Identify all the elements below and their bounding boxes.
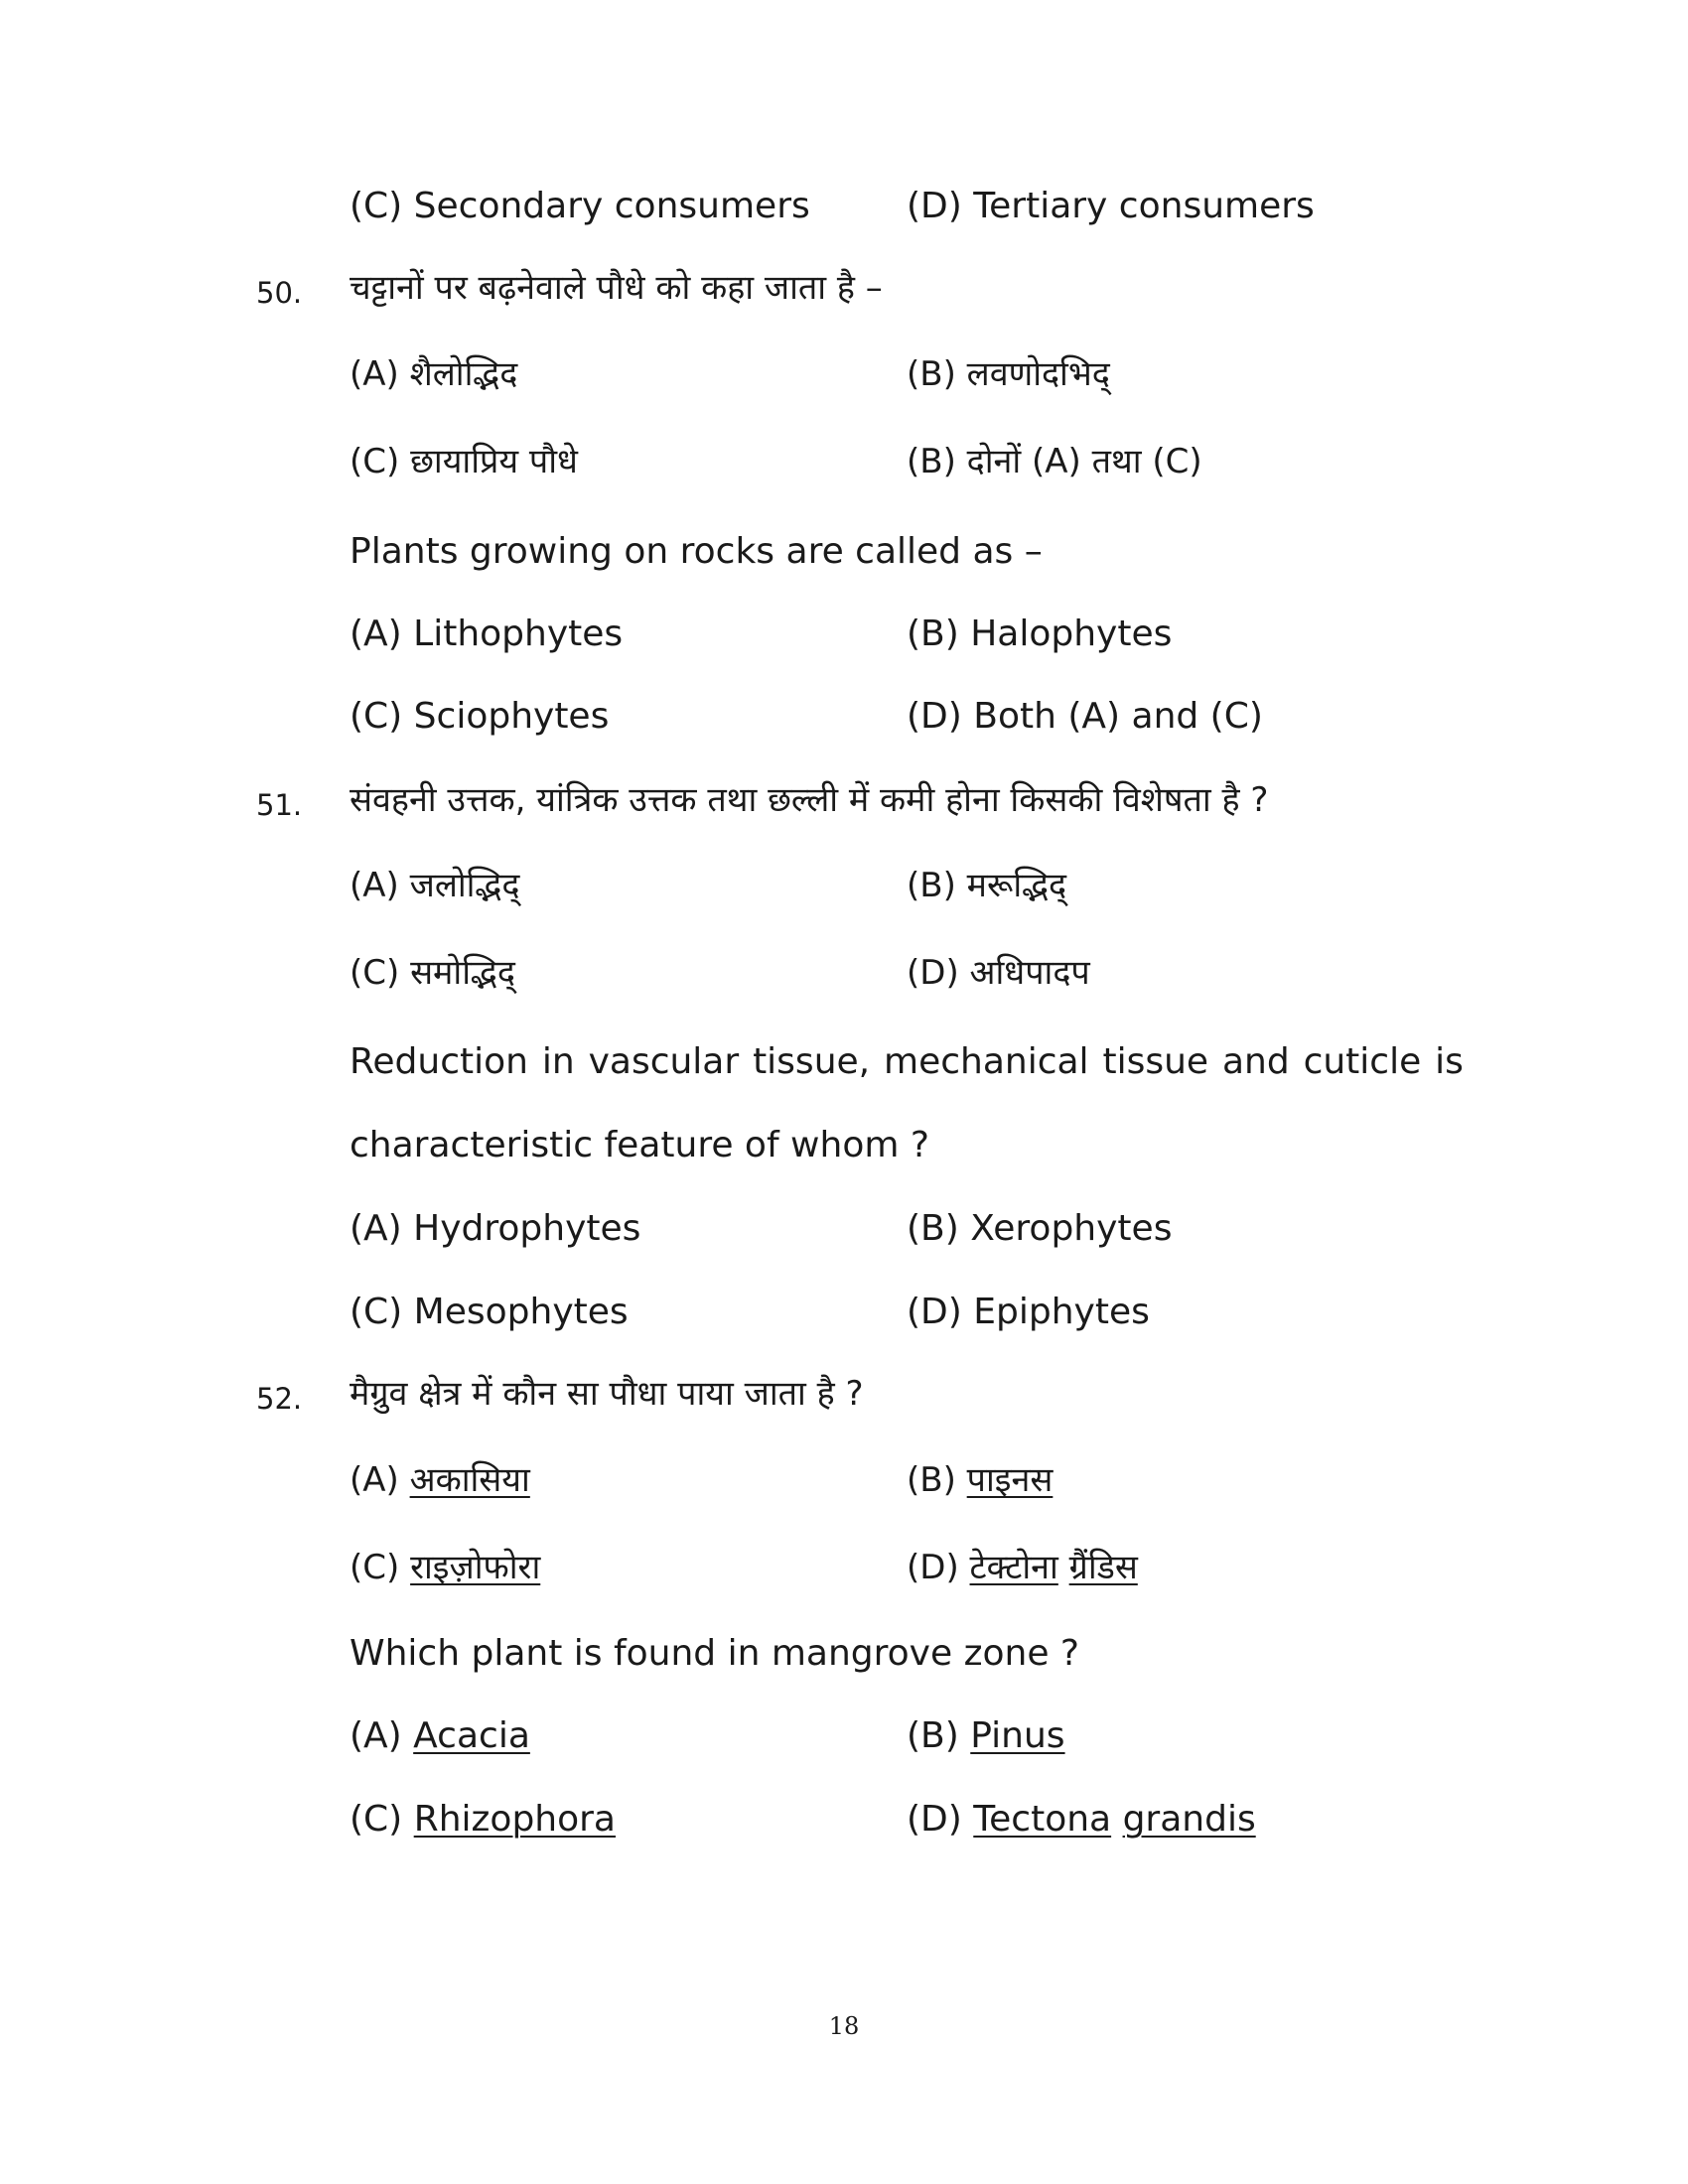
q50-option-d-hi: (B) दोनों (A) तथा (C) — [907, 442, 1202, 481]
q52-option-a-en — [350, 1715, 530, 1756]
species-name: grandis — [1122, 1799, 1256, 1840]
q51-option-d-hi: (D) अधिपादप — [907, 953, 1090, 993]
q51-question-en-line1 — [350, 1041, 1464, 1082]
q52-option-c-en — [350, 1799, 616, 1840]
option-label: (B) — [907, 1715, 959, 1756]
option-label: (B) — [907, 1460, 956, 1500]
q51-option-d-en: (D) Epiphytes — [907, 1292, 1150, 1332]
species-name: अकासिया — [409, 1460, 530, 1500]
option-label: (A) — [350, 1715, 402, 1756]
species-name: टेक्टोना — [969, 1548, 1058, 1587]
q51-word: is — [1435, 1041, 1464, 1082]
q51-question-en-line2: characteristic feature of whom ? — [350, 1125, 929, 1165]
q52-question-hi: मैग्रुव क्षेत्र में कौन सा पौधा पाया जाता है ? — [350, 1374, 864, 1414]
q51-option-c-en: (C) Mesophytes — [350, 1292, 629, 1332]
q50-question-en: Plants growing on rocks are called as – — [350, 531, 1043, 572]
q51-word: vascular — [588, 1041, 740, 1082]
q51-option-b-hi: (B) मरूद्भिद् — [907, 866, 1067, 905]
q49-option-d: (D) Tertiary consumers — [907, 186, 1315, 226]
species-name: Rhizophora — [413, 1799, 616, 1840]
q51-option-c-hi: (C) समोद्भिद् — [350, 953, 515, 993]
species-name: Pinus — [970, 1715, 1065, 1756]
q50-question-hi: चट्टानों पर बढ़नेवाले पौधे को कहा जाता है – — [350, 268, 883, 308]
q50-number: 50. — [256, 276, 303, 310]
species-name: ग्रैंडिस — [1068, 1548, 1138, 1587]
species-name: Tectona — [973, 1799, 1112, 1840]
q50-option-c-hi: (C) छायाप्रिय पौधे — [350, 442, 578, 481]
q51-option-a-en: (A) Hydrophytes — [350, 1208, 641, 1249]
q52-option-d-en — [907, 1799, 1256, 1840]
q51-word: and — [1221, 1041, 1290, 1082]
q52-option-c-hi — [350, 1548, 541, 1587]
q51-word: mechanical — [884, 1041, 1089, 1082]
q51-word: tissue, — [753, 1041, 871, 1082]
q52-option-d-hi — [907, 1548, 1138, 1587]
q50-option-c-en: (C) Sciophytes — [350, 696, 610, 737]
q52-option-b-en — [907, 1715, 1065, 1756]
q52-option-b-hi — [907, 1460, 1054, 1500]
q52-option-a-hi — [350, 1460, 530, 1500]
q51-word: Reduction — [350, 1041, 528, 1082]
q49-option-c: (C) Secondary consumers — [350, 186, 810, 226]
q50-option-d-en: (D) Both (A) and (C) — [907, 696, 1263, 737]
q51-word: tissue — [1102, 1041, 1209, 1082]
species-name: Acacia — [413, 1715, 530, 1756]
q51-word: in — [541, 1041, 575, 1082]
option-label: (C) — [350, 1548, 400, 1587]
option-label: (D) — [907, 1548, 959, 1587]
option-label: (D) — [907, 1799, 962, 1840]
species-name: राइज़ोफोरा — [410, 1548, 541, 1587]
q50-option-b-en: (B) Halophytes — [907, 614, 1173, 654]
q50-option-a-en: (A) Lithophytes — [350, 614, 624, 654]
q51-number: 51. — [256, 788, 303, 822]
q51-option-a-hi: (A) जलोद्भिद् — [350, 866, 520, 905]
q50-option-a-hi: (A) शैलोद्भिद — [350, 354, 518, 394]
q51-question-hi: संवहनी उत्तक, यांत्रिक उत्तक तथा छल्ली में कमी होना किसकी विशेषता है ? — [350, 780, 1269, 820]
q51-option-b-en: (B) Xerophytes — [907, 1208, 1173, 1249]
q51-word: cuticle — [1303, 1041, 1422, 1082]
option-label: (C) — [350, 1799, 403, 1840]
q50-option-b-hi: (B) लवणोदभिद् — [907, 354, 1110, 394]
page-number: 18 — [828, 2012, 860, 2040]
q52-question-en: Which plant is found in mangrove zone ? — [350, 1633, 1080, 1674]
species-name: पाइनस — [966, 1460, 1054, 1500]
q52-number: 52. — [256, 1382, 303, 1416]
option-label: (A) — [350, 1460, 399, 1500]
